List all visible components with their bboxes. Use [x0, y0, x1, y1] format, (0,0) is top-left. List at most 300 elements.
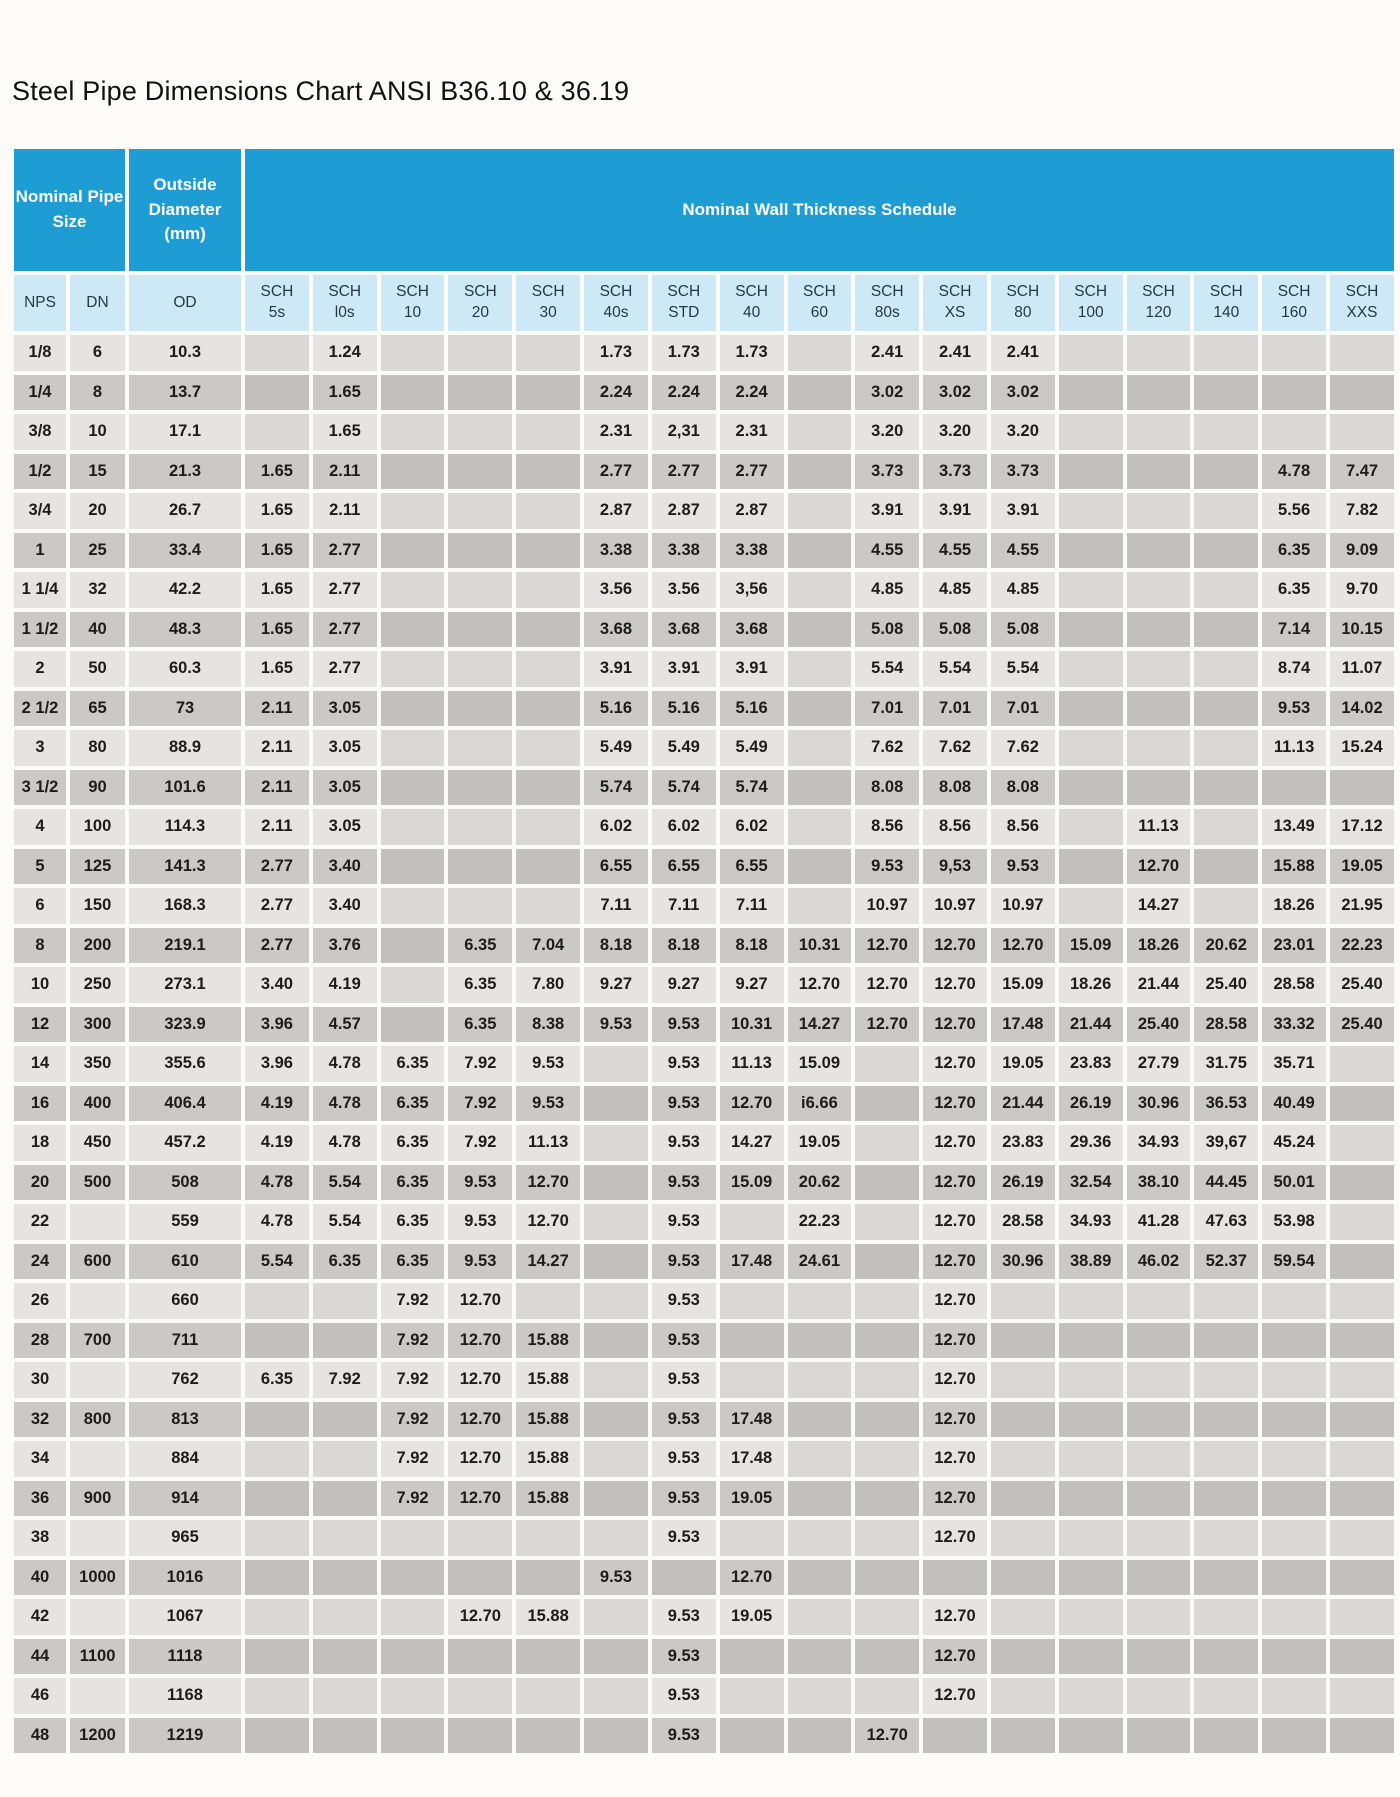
column-header-row — [14, 275, 1394, 331]
sch-cell: 5.74 — [720, 770, 784, 806]
sch-cell — [1194, 1678, 1258, 1714]
sch-cell: 14.27 — [788, 1007, 852, 1043]
sch-cell: 3.56 — [584, 572, 648, 608]
sch-cell — [448, 493, 512, 529]
nps-cell: 46 — [14, 1678, 66, 1714]
sch-cell: 9.53 — [652, 1046, 716, 1082]
sch-prefix-label: SCH — [735, 283, 768, 301]
sch-cell: 33.32 — [1262, 1007, 1326, 1043]
sch-cell — [1330, 1046, 1394, 1082]
sch-cell — [1059, 1323, 1123, 1359]
sch-cell — [1262, 335, 1326, 371]
sch-cell: 12.70 — [448, 1362, 512, 1398]
sch-cell: 23.01 — [1262, 928, 1326, 964]
table-row — [14, 1244, 1394, 1280]
sch-cell — [584, 1678, 648, 1714]
nps-cell: 12 — [14, 1007, 66, 1043]
sch-cell: 1.65 — [245, 493, 309, 529]
sch-cell: 6.55 — [720, 849, 784, 885]
header-wall-thickness-schedule: Nominal Wall Thickness Schedule — [245, 149, 1394, 271]
sch-cell: 5.08 — [991, 612, 1055, 648]
sch-cell — [1194, 809, 1258, 845]
sch-cell — [1127, 1362, 1191, 1398]
sch-cell — [448, 1718, 512, 1754]
sch-cell — [1194, 1718, 1258, 1754]
sch-prefix-label: SCH — [1142, 283, 1175, 301]
sch-cell — [381, 335, 445, 371]
sch-prefix-label: SCH — [1006, 283, 1040, 301]
nps-cell: 5 — [14, 849, 66, 885]
sch-cell: 9.53 — [652, 1007, 716, 1043]
sch-cell — [1194, 375, 1258, 411]
sch-cell: 8.08 — [923, 770, 987, 806]
sch-cell: 12.70 — [448, 1441, 512, 1477]
sch-cell — [1059, 888, 1123, 924]
sch-cell: 10.97 — [923, 888, 987, 924]
sch-cell: 9.53 — [448, 1204, 512, 1240]
sch-cell — [448, 572, 512, 608]
table-row — [14, 1362, 1394, 1398]
dn-cell: 1200 — [70, 1718, 125, 1754]
sch-cell — [788, 1599, 852, 1635]
sch-cell — [1059, 1441, 1123, 1477]
column-header-nps: NPS — [14, 275, 66, 331]
sch-cell — [1127, 1560, 1191, 1596]
sch-cell — [448, 454, 512, 490]
table-row — [14, 1639, 1394, 1675]
sch-cell: 12.70 — [923, 1165, 987, 1201]
header-nominal-pipe-size: Nominal Pipe Size — [14, 149, 125, 271]
nps-cell: 3/8 — [14, 414, 66, 450]
od-cell: 33.4 — [129, 533, 241, 569]
sch-cell: 2.11 — [245, 691, 309, 727]
sch-prefix-label: SCH — [328, 283, 362, 301]
sch-cell — [1194, 1639, 1258, 1675]
sch-cell — [855, 1046, 919, 1082]
sch-cell — [245, 1283, 309, 1319]
sch-cell — [313, 1718, 377, 1754]
sch-cell: 7.92 — [381, 1402, 445, 1438]
sch-cell — [381, 770, 445, 806]
sch-cell: 9.53 — [652, 1323, 716, 1359]
sch-cell — [1330, 1481, 1394, 1517]
sch-cell: 9.53 — [584, 1560, 648, 1596]
sch-cell — [1194, 691, 1258, 727]
sch-cell: 8.74 — [1262, 651, 1326, 687]
sch-cell — [313, 1402, 377, 1438]
sch-cell: 25.40 — [1127, 1007, 1191, 1043]
sch-cell — [1127, 375, 1191, 411]
sch-cell — [1127, 335, 1191, 371]
sch-suffix-label: 80 — [1014, 304, 1032, 321]
sch-cell — [788, 1283, 852, 1319]
sch-cell: 17.48 — [720, 1441, 784, 1477]
sch-prefix-label: SCH — [1074, 283, 1108, 301]
sch-cell: 9.53 — [652, 1244, 716, 1280]
sch-cell: 4.78 — [245, 1165, 309, 1201]
sch-cell: 9.53 — [652, 1402, 716, 1438]
sch-cell — [1262, 414, 1326, 450]
sch-cell: 12.70 — [720, 1560, 784, 1596]
dn-cell: 80 — [70, 730, 125, 766]
sch-cell: 3.68 — [720, 612, 784, 648]
sch-cell: 9.53 — [516, 1086, 580, 1122]
sch-cell: 14.27 — [516, 1244, 580, 1280]
sch-cell — [1330, 375, 1394, 411]
sch-cell: 9.53 — [855, 849, 919, 885]
sch-cell — [855, 1599, 919, 1635]
sch-cell — [855, 1165, 919, 1201]
sch-cell: 2.11 — [245, 730, 309, 766]
sch-cell: 14.02 — [1330, 691, 1394, 727]
sch-cell — [381, 375, 445, 411]
od-cell: 1118 — [129, 1639, 241, 1675]
sch-cell — [923, 1718, 987, 1754]
sch-cell — [1194, 1402, 1258, 1438]
sch-cell — [1330, 414, 1394, 450]
nps-cell: 42 — [14, 1599, 66, 1635]
sch-cell: 8.18 — [652, 928, 716, 964]
sch-cell — [1262, 1639, 1326, 1675]
sch-cell: 7.92 — [381, 1323, 445, 1359]
sch-cell: 6.35 — [245, 1362, 309, 1398]
sch-cell — [1262, 1323, 1326, 1359]
sch-cell: 3.73 — [923, 454, 987, 490]
sch-cell — [448, 651, 512, 687]
sch-cell — [1059, 1283, 1123, 1319]
sch-cell — [584, 1441, 648, 1477]
sch-cell: 24.61 — [788, 1244, 852, 1280]
sch-cell — [245, 1520, 309, 1556]
sch-cell — [1194, 1560, 1258, 1596]
sch-cell — [584, 1165, 648, 1201]
sch-cell: 5.08 — [855, 612, 919, 648]
table-row — [14, 730, 1394, 766]
sch-cell — [1059, 1481, 1123, 1517]
sch-cell: 2.11 — [245, 809, 309, 845]
sch-cell — [313, 1283, 377, 1319]
dn-cell: 800 — [70, 1402, 125, 1438]
sch-cell: 6.35 — [1262, 572, 1326, 608]
table-row — [14, 928, 1394, 964]
sch-cell: 15.88 — [1262, 849, 1326, 885]
sch-cell — [1194, 572, 1258, 608]
dn-cell: 125 — [70, 849, 125, 885]
sch-cell — [788, 1520, 852, 1556]
od-cell: 168.3 — [129, 888, 241, 924]
sch-cell: 2.77 — [313, 533, 377, 569]
sch-cell: 3.40 — [245, 967, 309, 1003]
sch-cell: 2.77 — [245, 928, 309, 964]
sch-cell: 12.70 — [923, 1283, 987, 1319]
sch-cell: 38.89 — [1059, 1244, 1123, 1280]
sch-cell — [855, 1244, 919, 1280]
sch-cell — [788, 770, 852, 806]
sch-cell — [1330, 1599, 1394, 1635]
sch-cell — [788, 533, 852, 569]
sch-cell: 11.13 — [1262, 730, 1326, 766]
sch-prefix-label: SCH — [1345, 283, 1379, 301]
sch-cell: 9.53 — [652, 1441, 716, 1477]
nps-cell: 32 — [14, 1402, 66, 1438]
sch-cell — [245, 1402, 309, 1438]
sch-suffix-label: 30 — [539, 304, 557, 321]
sch-cell — [1330, 1086, 1394, 1122]
sch-cell: 6.02 — [652, 809, 716, 845]
sch-cell — [1059, 612, 1123, 648]
nps-cell: 1/4 — [14, 375, 66, 411]
table-row — [14, 849, 1394, 885]
sch-cell: 9.53 — [652, 1599, 716, 1635]
dn-cell: 1100 — [70, 1639, 125, 1675]
sch-cell — [991, 1520, 1055, 1556]
sch-cell: 12.70 — [1127, 849, 1191, 885]
sch-cell — [1330, 335, 1394, 371]
sch-cell: 2.11 — [313, 454, 377, 490]
sch-cell: 4.78 — [313, 1046, 377, 1082]
sch-cell: 7.11 — [720, 888, 784, 924]
sch-cell — [1059, 493, 1123, 529]
sch-cell — [584, 1362, 648, 1398]
sch-cell: 26.19 — [991, 1165, 1055, 1201]
sch-cell: 2,31 — [652, 414, 716, 450]
column-header-sch-120 — [1127, 275, 1191, 331]
nps-cell: 16 — [14, 1086, 66, 1122]
nps-cell: 48 — [14, 1718, 66, 1754]
table-row — [14, 1481, 1394, 1517]
sch-cell: 12.70 — [448, 1323, 512, 1359]
sch-cell: 3.38 — [584, 533, 648, 569]
sch-cell — [313, 1639, 377, 1675]
sch-cell: 19.05 — [1330, 849, 1394, 885]
sch-cell: 59.54 — [1262, 1244, 1326, 1280]
dn-cell: 700 — [70, 1323, 125, 1359]
od-cell: 21.3 — [129, 454, 241, 490]
sch-cell: 5.74 — [652, 770, 716, 806]
nps-cell: 3 — [14, 730, 66, 766]
sch-cell — [788, 1560, 852, 1596]
sch-cell: 4.78 — [1262, 454, 1326, 490]
sch-cell: 1.65 — [313, 414, 377, 450]
sch-cell — [855, 1125, 919, 1161]
sch-cell — [381, 809, 445, 845]
sch-cell — [313, 1441, 377, 1477]
sch-cell: 1.65 — [245, 612, 309, 648]
sch-cell: 3.76 — [313, 928, 377, 964]
sch-cell — [381, 651, 445, 687]
sch-cell: 12.70 — [923, 1441, 987, 1477]
sch-cell: 34.93 — [1127, 1125, 1191, 1161]
nps-cell: 22 — [14, 1204, 66, 1240]
sch-cell: 53.98 — [1262, 1204, 1326, 1240]
sch-cell: 14.27 — [1127, 888, 1191, 924]
sch-cell: 5.54 — [923, 651, 987, 687]
sch-cell: 9.53 — [652, 1481, 716, 1517]
dn-cell: 25 — [70, 533, 125, 569]
sch-cell: 12.70 — [448, 1599, 512, 1635]
sch-cell: 15.88 — [516, 1481, 580, 1517]
sch-cell: 1.73 — [720, 335, 784, 371]
dn-cell: 1000 — [70, 1560, 125, 1596]
nps-cell: 8 — [14, 928, 66, 964]
nps-cell: 3/4 — [14, 493, 66, 529]
sch-cell — [1127, 493, 1191, 529]
sch-cell — [448, 612, 512, 648]
sch-cell: 9,53 — [923, 849, 987, 885]
sch-cell — [448, 375, 512, 411]
sch-cell — [245, 1323, 309, 1359]
dn-cell: 65 — [70, 691, 125, 727]
sch-cell — [855, 1402, 919, 1438]
sch-cell — [788, 612, 852, 648]
sch-cell — [381, 533, 445, 569]
dn-cell — [70, 1520, 125, 1556]
sch-cell: i6.66 — [788, 1086, 852, 1122]
sch-cell — [516, 414, 580, 450]
sch-cell: 3.40 — [313, 888, 377, 924]
sch-cell — [1194, 335, 1258, 371]
sch-cell: 1.73 — [584, 335, 648, 371]
sch-cell — [788, 1718, 852, 1754]
sch-cell — [381, 1520, 445, 1556]
dn-cell: 200 — [70, 928, 125, 964]
sch-cell: 6.35 — [381, 1244, 445, 1280]
od-cell: 406.4 — [129, 1086, 241, 1122]
sch-cell — [516, 335, 580, 371]
sch-cell — [788, 1362, 852, 1398]
dn-cell — [70, 1441, 125, 1477]
sch-cell: 5.54 — [991, 651, 1055, 687]
sch-cell: 12.70 — [855, 967, 919, 1003]
table-row — [14, 809, 1394, 845]
sch-cell — [855, 1441, 919, 1477]
sch-cell: 5.49 — [652, 730, 716, 766]
table-row — [14, 375, 1394, 411]
sch-suffix-label: 20 — [471, 304, 489, 321]
sch-cell: 9.53 — [652, 1520, 716, 1556]
column-header-sch-30 — [516, 275, 580, 331]
sch-cell — [381, 730, 445, 766]
sch-cell: 4.85 — [923, 572, 987, 608]
table-row — [14, 1165, 1394, 1201]
od-cell: 1067 — [129, 1599, 241, 1635]
sch-cell — [245, 1560, 309, 1596]
sch-cell: 2.11 — [313, 493, 377, 529]
column-header-sch-l0s — [313, 275, 377, 331]
sch-cell: 30.96 — [1127, 1086, 1191, 1122]
sch-cell: 12.70 — [923, 967, 987, 1003]
sch-cell — [788, 691, 852, 727]
pipe-dimensions-table — [10, 145, 1398, 1757]
sch-cell — [381, 1678, 445, 1714]
sch-cell: 11.13 — [1127, 809, 1191, 845]
sch-cell — [991, 1441, 1055, 1477]
sch-cell — [1330, 1441, 1394, 1477]
sch-cell — [788, 809, 852, 845]
sch-cell: 3.40 — [313, 849, 377, 885]
sch-cell: 12.70 — [448, 1402, 512, 1438]
dn-cell — [70, 1599, 125, 1635]
od-cell: 273.1 — [129, 967, 241, 1003]
sch-cell: 4.85 — [855, 572, 919, 608]
sch-cell: 12.70 — [923, 1362, 987, 1398]
sch-cell: 12.70 — [923, 1046, 987, 1082]
sch-cell: 9.53 — [652, 1678, 716, 1714]
sch-cell — [991, 1481, 1055, 1517]
table-row — [14, 533, 1394, 569]
sch-cell: 15.88 — [516, 1599, 580, 1635]
sch-cell: 4.19 — [245, 1086, 309, 1122]
sch-cell: 1.65 — [313, 375, 377, 411]
sch-cell — [1059, 1520, 1123, 1556]
od-cell: 355.6 — [129, 1046, 241, 1082]
sch-prefix-label: SCH — [599, 283, 633, 301]
sch-cell: 9.53 — [584, 1007, 648, 1043]
sch-cell: 9.53 — [652, 1086, 716, 1122]
sch-cell: 4.55 — [991, 533, 1055, 569]
table-row — [14, 493, 1394, 529]
sch-cell — [1262, 770, 1326, 806]
sch-cell — [788, 1323, 852, 1359]
sch-cell — [788, 1441, 852, 1477]
sch-cell: 10.97 — [855, 888, 919, 924]
table-row — [14, 572, 1394, 608]
sch-cell — [1194, 1599, 1258, 1635]
table-row — [14, 888, 1394, 924]
column-header-sch-20 — [448, 275, 512, 331]
sch-cell — [1127, 1283, 1191, 1319]
sch-cell — [381, 612, 445, 648]
sch-cell: 11.13 — [720, 1046, 784, 1082]
sch-cell — [855, 1323, 919, 1359]
sch-cell: 5.08 — [923, 612, 987, 648]
sch-cell — [991, 1718, 1055, 1754]
sch-cell: 3.05 — [313, 770, 377, 806]
sch-cell: 7.92 — [448, 1125, 512, 1161]
sch-cell: 2.24 — [720, 375, 784, 411]
sch-cell: 20.62 — [788, 1165, 852, 1201]
nps-cell: 1/2 — [14, 454, 66, 490]
sch-cell — [1330, 1244, 1394, 1280]
sch-cell — [245, 1678, 309, 1714]
od-cell: 48.3 — [129, 612, 241, 648]
sch-cell — [381, 1718, 445, 1754]
sch-cell — [652, 1560, 716, 1596]
table-row — [14, 454, 1394, 490]
sch-cell: 9.27 — [652, 967, 716, 1003]
sch-cell — [448, 335, 512, 371]
sch-suffix-label: 140 — [1213, 304, 1240, 321]
sch-cell: 9.53 — [448, 1165, 512, 1201]
nps-cell: 2 — [14, 651, 66, 687]
sch-cell — [991, 1678, 1055, 1714]
sch-cell: 20.62 — [1194, 928, 1258, 964]
sch-cell: 2.87 — [720, 493, 784, 529]
sch-cell — [1059, 335, 1123, 371]
sch-cell — [1059, 651, 1123, 687]
sch-cell: 8.56 — [855, 809, 919, 845]
sch-suffix-label: l0s — [334, 304, 355, 321]
od-cell: 1219 — [129, 1718, 241, 1754]
sch-cell — [584, 1639, 648, 1675]
sch-cell — [788, 1481, 852, 1517]
sch-cell — [313, 1323, 377, 1359]
sch-cell — [516, 1678, 580, 1714]
sch-cell — [381, 1007, 445, 1043]
sch-cell: 3,56 — [720, 572, 784, 608]
sch-cell: 7.92 — [313, 1362, 377, 1398]
sch-cell — [516, 1560, 580, 1596]
